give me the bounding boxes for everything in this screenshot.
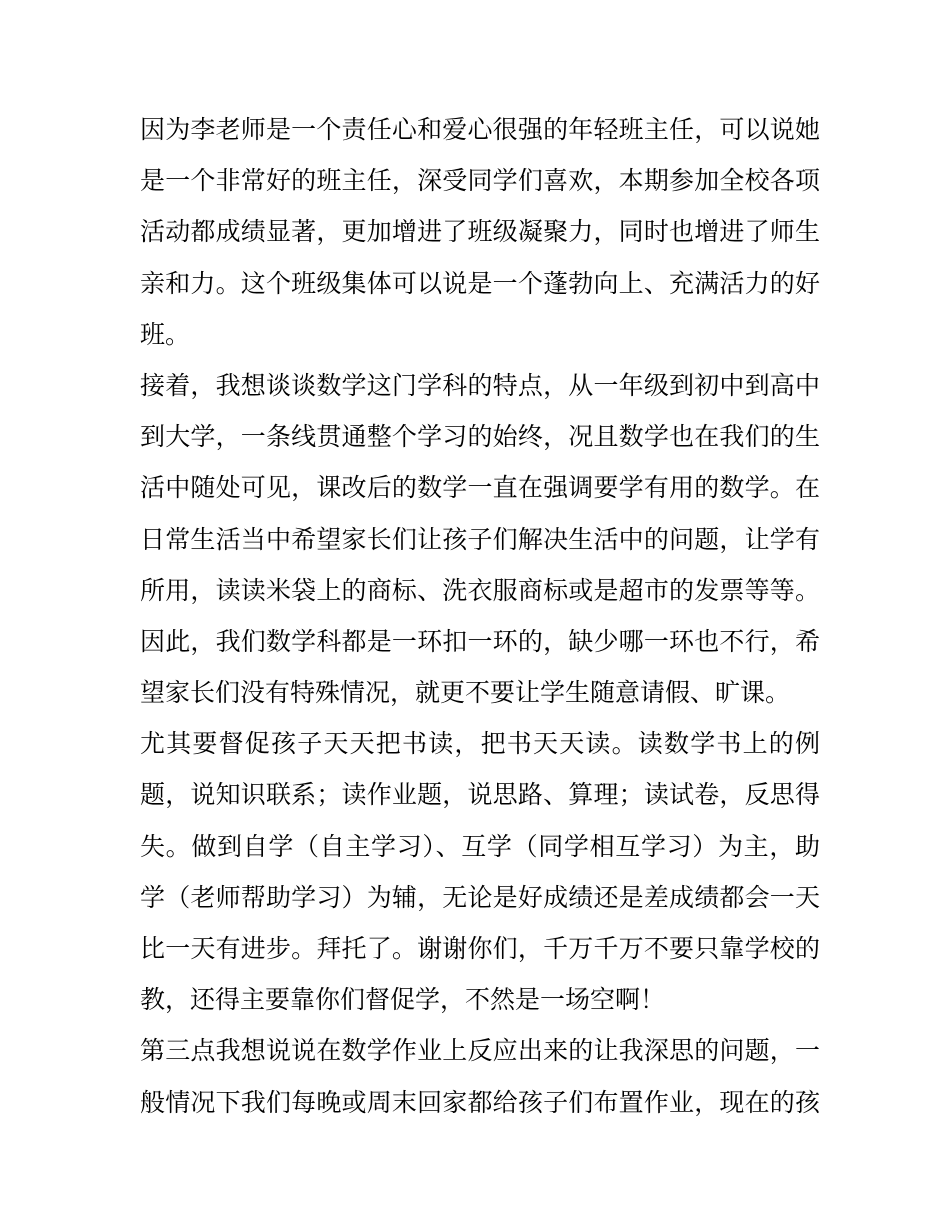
paragraph-2	[140, 360, 820, 718]
text-line: 到大学，一条线贯通整个学习的始终，况且数学也在我们的生	[140, 422, 820, 452]
text-line: 学（老师帮助学习）为辅，无论是好成绩还是差成绩都会一天	[140, 882, 820, 912]
text-line: 是一个非常好的班主任，深受同学们喜欢，本期参加全校各项	[140, 166, 820, 196]
paragraph-1	[140, 104, 820, 360]
text-line: 般情况下我们每晚或周末回家都给孩子们布置作业，现在的孩	[140, 1087, 820, 1117]
text-line: 亲和力。这个班级集体可以说是一个蓬勃向上、充满活力的好	[140, 268, 820, 298]
text-line: 望家长们没有特殊情况，就更不要让学生随意请假、旷课。	[140, 678, 791, 708]
text-line: 第三点我想说说在数学作业上反应出来的让我深思的问题，一	[140, 1036, 820, 1066]
text-line: 所用，读读米袋上的商标、洗衣服商标或是超市的发票等等。	[140, 575, 820, 605]
text-line: 班。	[140, 319, 191, 349]
text-line: 因为李老师是一个责任心和爱心很强的年轻班主任，可以说她	[140, 115, 820, 144]
text-line: 因此，我们数学科都是一环扣一环的，缺少哪一环也不行，希	[140, 626, 820, 656]
text-line: 比一天有进步。拜托了。谢谢你们，千万千万不要只靠学校的	[140, 934, 820, 963]
text-line: 教，还得主要靠你们督促学，不然是一场空啊！	[140, 985, 666, 1015]
text-line: 活中随处可见，课改后的数学一直在强调要学有用的数学。在	[140, 473, 820, 503]
text-line: 日常生活当中希望家长们让孩子们解决生活中的问题，让学有	[140, 524, 820, 554]
text-line: 活动都成绩显著，更加增进了班级凝聚力，同时也增进了师生	[140, 217, 820, 247]
text-line: 题，说知识联系；读作业题，说思路、算理；读试卷，反思得	[140, 780, 820, 810]
paragraph-3	[140, 718, 820, 1025]
paragraph-4	[140, 1025, 820, 1127]
document-body	[140, 104, 820, 1128]
text-line: 失。做到自学（自主学习）、互学（同学相互学习）为主，助	[140, 831, 820, 861]
text-line: 接着，我想谈谈数学这门学科的特点，从一年级到初中到高中	[140, 370, 820, 400]
text-line: 尤其要督促孩子天天把书读，把书天天读。读数学书上的例	[140, 729, 820, 759]
